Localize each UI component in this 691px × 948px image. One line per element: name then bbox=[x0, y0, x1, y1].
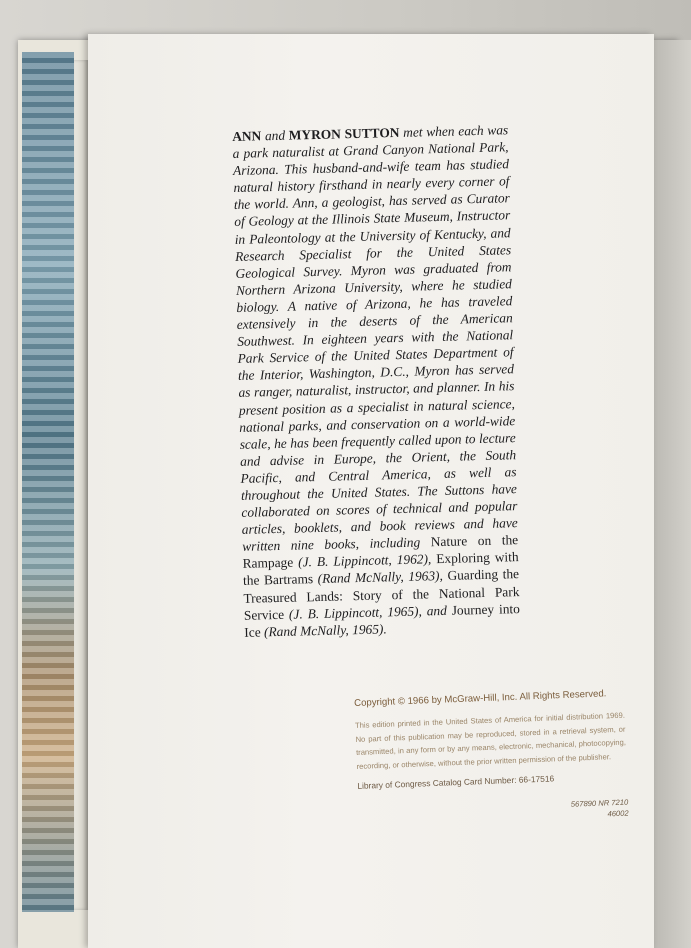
print-code-2: 46002 bbox=[607, 808, 629, 819]
print-code-1: 567890 NR 7210 bbox=[570, 797, 629, 810]
page-gutter bbox=[74, 60, 88, 910]
author-name-myron: MYRON SUTTON bbox=[288, 124, 400, 143]
book-title-3: Guarding the Treasured Lands: Story of the National Park Service bbox=[243, 566, 520, 623]
author-name-ann: ANN bbox=[232, 128, 262, 144]
bio-text: met when each was a park naturalist at Grand Canyon National Park, Arizona. This husband-and-wife team has studied natural history firsthand in nearly every corner of the world. Ann, a geologist, has served as Curator of Geology at the Illinois State Museum, Instructor in Paleontology at the University of Kentucky, and Research Specialist for the United States Geological Survey. Myron was graduated from Northern Arizona University, where he studied biology. A native of Arizona, he has traveled extensively in the deserts of the American Southwest. In eighteen years with the National Park Service of the United States Department of the Interior, Washington, D.C., Myron has served as ranger, naturalist, instructor, and planner. In his present position as a specialist in natural science, national parks, and conservation on a world-wide scale, he has been frequently called upon to lecture and advise in Europe, the Orient, the South Pacific, and Central America, as well as throughout the United States. The Suttons have collaborated on scores of technical and popular articles, booklets, and book reviews and have written nine books, including bbox=[232, 122, 518, 555]
book-publisher-4: (Rand McNally, 1965). bbox=[260, 621, 387, 640]
book-publisher-1: (J. B. Lippincott, 1962), bbox=[293, 551, 437, 570]
book-publisher-2: (Rand McNally, 1963), bbox=[312, 568, 448, 587]
book-title-4: Journey into Ice bbox=[244, 600, 521, 640]
bio-and: and bbox=[261, 127, 289, 144]
book-title-2: Exploring with the Bartrams bbox=[242, 549, 519, 589]
cover-right-edge bbox=[654, 40, 691, 948]
copyright-block bbox=[354, 688, 629, 830]
copyright-line: Copyright © 1966 by McGraw-Hill, Inc. All Rights Reserved. bbox=[354, 688, 607, 709]
book-publisher-3: (J. B. Lippincott, 1965), and bbox=[283, 602, 452, 622]
dust-jacket-spine bbox=[22, 52, 74, 912]
author-bio bbox=[232, 121, 520, 640]
book-title-1: Nature on the Rampage bbox=[242, 532, 519, 572]
copyright-notice: This edition printed in the United States of America for initial distribution 1969. No part of this publication may be reproduced, stored in a retrieval system, or transmitted, in any form or by any means, electronic, mechanical, photocopying, recording, or otherwise, without the prior written permission of the publisher. bbox=[354, 710, 627, 771]
catalog-card-number: Library of Congress Catalog Card Number: 66-17516 bbox=[357, 773, 555, 792]
